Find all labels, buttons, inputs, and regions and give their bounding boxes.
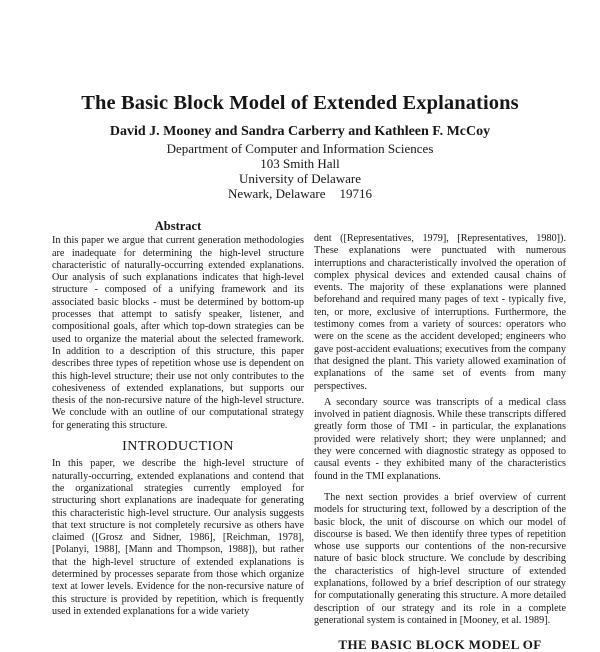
affiliation-university: University of Delaware <box>238 171 361 186</box>
left-column <box>52 220 304 618</box>
abstract-text: In this paper we argue that current generation methodologies are inadequate for determining the high-level structure characteristic of naturally-occurring extended explanations. Our analysis of such explanations indicates that high-level structure - composed of a unifying framework and its associated basic blocks - must be determined by bottom-up processes that attempt to satisfy speaker, listener, and compositional goals, after which top-down strategies can be used to organize the material about the selected framework. In addition to a description of this structure, this paper describes three types of repetition whose use is dependent on this high-level structure; their use not only contributes to the cohesiveness of extended explanations, but supports our thesis of the non-recursive nature of the high-level structure. We conclude with an outline of our computational strategy for generating this structure. <box>52 235 304 431</box>
affiliation-building: 103 Smith Hall <box>260 156 340 171</box>
affiliation-address <box>0 186 600 202</box>
right-column <box>314 233 566 652</box>
introduction-text: In this paper, we describe the high-level structure of naturally-occurring, extended explanations and contend that the organizational strategies currently employed for structuring short explanations are inadequate for generating this characteristic high-level structure. Our analysis suggests that text structure is not completely recursive as others have claimed ([Grosz and Sidner, 1986], [Reichman, 1978], [Polanyi, 1988], [Mann and Thompson, 1988]), but rather that the high-level structure of extended explanations is determined by processes separate from those which organize text at lower levels. Evidence for the non-recursive nature of this structure is provided by repetition, which is frequently used in extended explanations for a wide variety <box>52 458 304 617</box>
abstract-heading: Abstract <box>154 219 202 233</box>
next-section-heading: THE BASIC BLOCK MODEL OF <box>338 637 542 652</box>
source-description-paragraph: dent ([Representatives, 1979], [Representatives, 1980]). These explanations were punctuated with numerous interruptions and characteristically involved the operation of complex physical devices and extended causal chains of events. The majority of these explanations were planned beforehand and required many pages of text - typically five, ten, or more, exclusive of interruptions. Furthermore, the testimony comes from a variety of sources: operators who were on the scene as the accident developed; engineers who gave post-accident evaluations; executives from the company that designed the plant. This variety allowed examination of explanations of the same set of events from many perspectives. <box>314 233 566 392</box>
introduction-heading: INTRODUCTION <box>122 439 234 455</box>
paper-title: The Basic Block Model of Extended Explanations <box>81 92 519 114</box>
author-list: David J. Mooney and Sandra Carberry and Kathleen F. McCoy <box>109 124 491 139</box>
secondary-source-paragraph: A secondary source was transcripts of a medical class involved in patient diagnosis. While these transcripts differed greatly form those of TMI - in particular, the explanations provided were relatively short; they were unplanned; and they were concerned with diagnostic strategy as opposed to causal events - they exhibited many of the characteristics found in the TMI explanations. <box>314 396 566 482</box>
paper-overview-paragraph: The next section provides a brief overview of current models for structuring text, followed by a description of the basic block, the unit of discourse on which our model of discourse is based. We then identify three types of repetition whose use supports our contentions of the non-recursive nature of basic block structure. We conclude by describing the characteristics of high-level structure of extended explanations, followed by a brief description of our strategy for computationally generating this structure. A more detailed description of our strategy and its role in a complete generational system is contained in [Mooney, et al. 1989]. <box>314 491 566 626</box>
affiliation-zip: 19716 <box>339 186 372 201</box>
affiliation-department: Department of Computer and Information Sciences <box>166 141 434 156</box>
affiliation-city: Newark, Delaware <box>228 186 326 201</box>
